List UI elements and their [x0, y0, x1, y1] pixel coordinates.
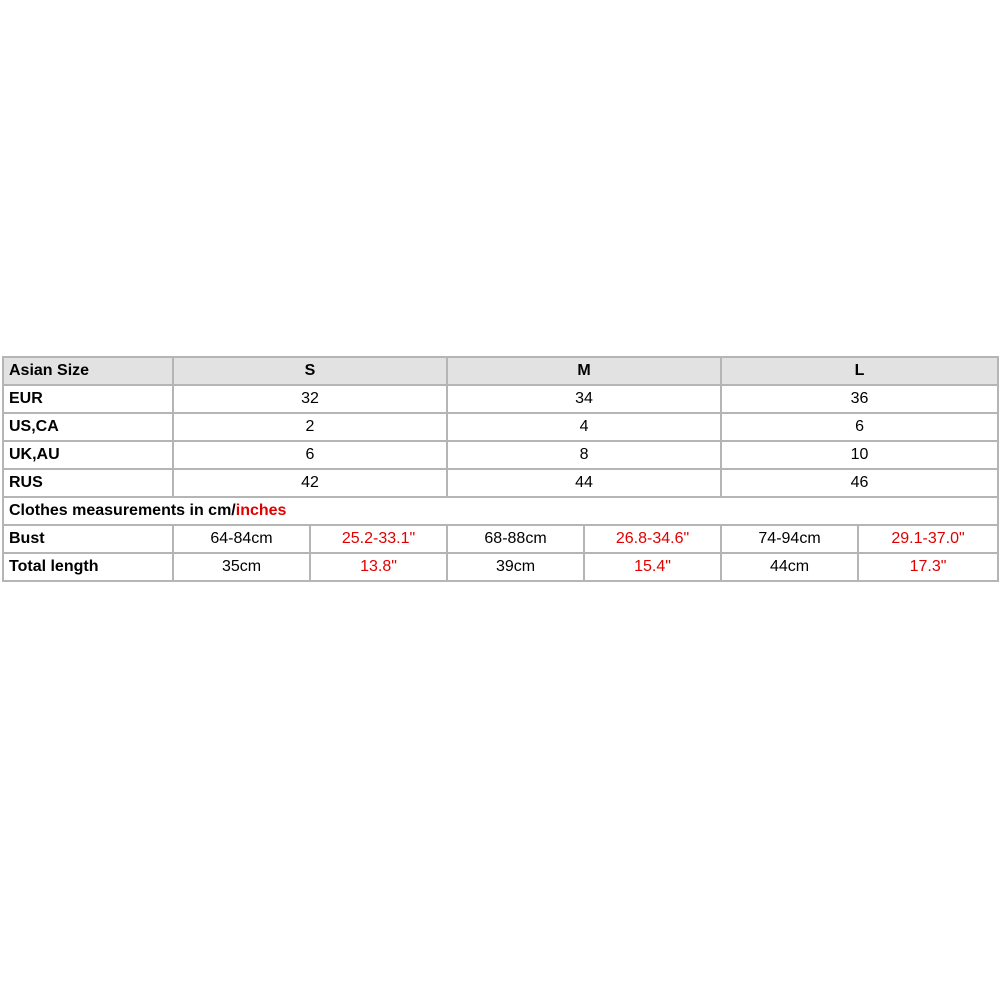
table-row-bust	[3, 525, 998, 553]
table-row-us-ca	[3, 413, 998, 441]
table-cell: 36	[721, 385, 998, 413]
table-cell-cm: 74-94cm	[721, 525, 858, 553]
table-cell-cm: 64-84cm	[173, 525, 310, 553]
table-row-total-length	[3, 553, 998, 581]
note-prefix: Clothes measurements in cm/	[9, 502, 236, 519]
table-cell-inch: 29.1-37.0"	[858, 525, 998, 553]
table-cell: 4	[447, 413, 721, 441]
row-label: RUS	[3, 469, 173, 497]
table-cell: 34	[447, 385, 721, 413]
header-row	[3, 357, 998, 385]
row-label: Bust	[3, 525, 173, 553]
table-cell-inch: 15.4"	[584, 553, 721, 581]
table-cell: 32	[173, 385, 447, 413]
row-label: UK,AU	[3, 441, 173, 469]
table-row-uk-au	[3, 441, 998, 469]
note-highlight: inches	[235, 502, 287, 519]
table-cell-cm: 35cm	[173, 553, 310, 581]
table-row-eur	[3, 385, 998, 413]
table-cell-cm: 68-88cm	[447, 525, 584, 553]
table-cell-cm: 44cm	[721, 553, 858, 581]
size-chart-table	[2, 356, 999, 582]
row-label: US,CA	[3, 413, 173, 441]
table-cell: 6	[721, 413, 998, 441]
row-label: Total length	[3, 553, 173, 581]
table-cell: 44	[447, 469, 721, 497]
size-m-header: M	[447, 357, 721, 385]
table-cell: 42	[173, 469, 447, 497]
size-system-label: Asian Size	[3, 357, 173, 385]
table-cell: 8	[447, 441, 721, 469]
size-l-header: L	[721, 357, 998, 385]
measurement-note	[3, 497, 998, 525]
table-cell-inch: 17.3"	[858, 553, 998, 581]
table-cell: 6	[173, 441, 447, 469]
table-cell-inch: 13.8"	[310, 553, 447, 581]
table-cell-inch: 25.2-33.1"	[310, 525, 447, 553]
table-cell-cm: 39cm	[447, 553, 584, 581]
table-cell: 46	[721, 469, 998, 497]
row-label: EUR	[3, 385, 173, 413]
size-s-header: S	[173, 357, 447, 385]
table-cell-inch: 26.8-34.6"	[584, 525, 721, 553]
table-cell: 2	[173, 413, 447, 441]
table-row-rus	[3, 469, 998, 497]
table-cell: 10	[721, 441, 998, 469]
measurement-note-row	[3, 497, 998, 525]
